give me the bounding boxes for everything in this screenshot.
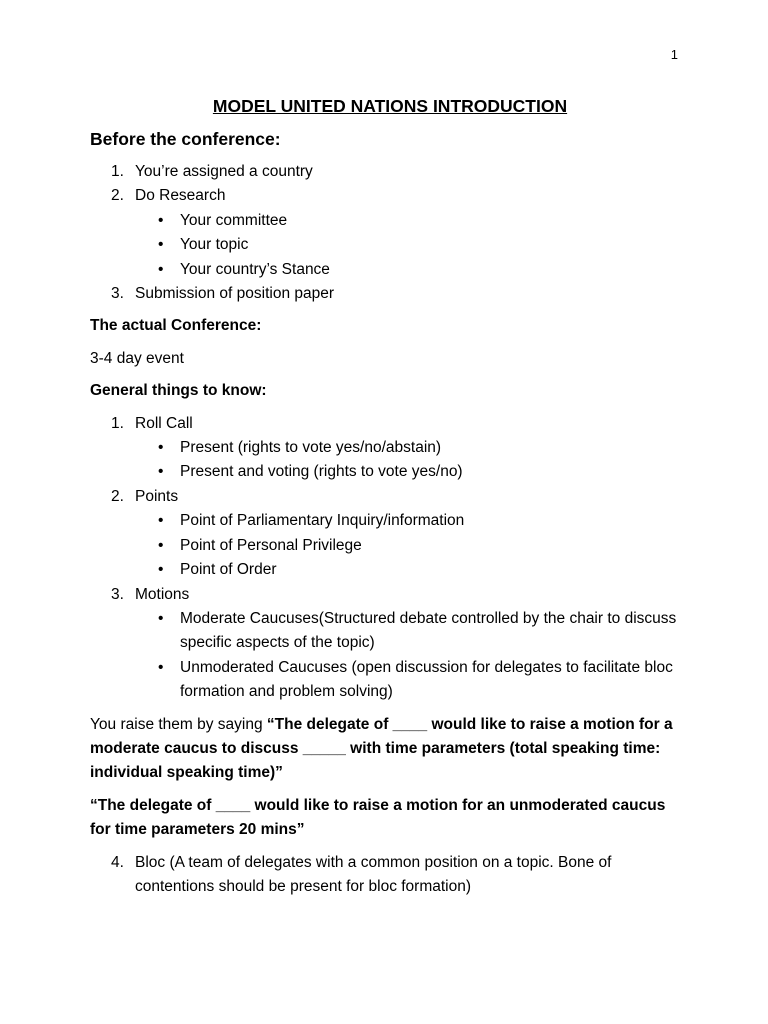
sub-list-item-text: Your committee bbox=[180, 211, 288, 229]
list-number: 3. bbox=[111, 585, 124, 603]
sub-list-item-text: Point of Order bbox=[180, 561, 277, 579]
sub-list-item-text: Present and voting (rights to vote yes/no) bbox=[180, 463, 463, 481]
bullet-icon: • bbox=[158, 561, 164, 579]
document-title: MODEL UNITED NATIONS INTRODUCTION bbox=[212, 96, 568, 116]
list-item bbox=[90, 485, 690, 583]
bullet-icon: • bbox=[158, 211, 164, 229]
list-item-text: Motions bbox=[135, 585, 190, 603]
moderated-motion-quote: “The delegate of ____ would like to raise a motion for a moderate caucus to discuss _____ with time parameters (total speaking time: individual speaking time)” bbox=[90, 715, 673, 782]
list-item bbox=[90, 412, 690, 485]
list-item bbox=[90, 184, 690, 282]
list-item-text: Bloc (A team of delegates with a common position on a topic. Bone of contentions should be present for bloc formation) bbox=[135, 853, 612, 895]
bloc-list bbox=[90, 851, 690, 900]
list-item bbox=[90, 282, 690, 306]
unmoderated-motion-quote: “The delegate of ____ would like to raise a motion for an unmoderated caucus for time parameters 20 mins” bbox=[90, 796, 666, 839]
sub-list-item-text: Moderate Caucuses(Structured debate controlled by the chair to discuss specific aspects of the topic) bbox=[180, 609, 677, 652]
sub-list-item bbox=[135, 258, 690, 282]
sub-list-item bbox=[135, 233, 690, 257]
sub-list bbox=[135, 509, 690, 582]
bullet-icon: • bbox=[158, 512, 164, 530]
conference-duration: 3-4 day event bbox=[90, 349, 184, 367]
sub-list-item bbox=[135, 656, 690, 705]
unmoderated-motion-paragraph bbox=[90, 794, 690, 843]
general-things-heading: General things to know: bbox=[90, 382, 267, 400]
sub-list-item-text: Point of Parliamentary Inquiry/information bbox=[180, 512, 465, 530]
before-conference-heading: Before the conference: bbox=[90, 129, 281, 149]
bullet-icon: • bbox=[158, 260, 164, 278]
sub-list-item bbox=[135, 436, 690, 460]
list-number: 2. bbox=[111, 487, 124, 505]
bullet-icon: • bbox=[158, 658, 164, 676]
page-number: 1 bbox=[670, 47, 678, 62]
sub-list-item bbox=[135, 509, 690, 533]
list-number: 1. bbox=[111, 414, 124, 432]
list-item-text: Do Research bbox=[135, 187, 226, 205]
list-item-bloc bbox=[90, 851, 690, 900]
sub-list-item-text: Present (rights to vote yes/no/abstain) bbox=[180, 439, 442, 457]
sub-list-item bbox=[135, 534, 690, 558]
actual-conference-heading: The actual Conference: bbox=[90, 317, 262, 335]
list-item-text: Points bbox=[135, 487, 179, 505]
bullet-icon: • bbox=[158, 463, 164, 481]
list-number: 3. bbox=[111, 285, 124, 303]
list-number: 2. bbox=[111, 187, 124, 205]
sub-list-item-text: Point of Personal Privilege bbox=[180, 536, 362, 554]
list-item-text: You’re assigned a country bbox=[135, 163, 313, 180]
list-item bbox=[90, 583, 690, 705]
bullet-icon: • bbox=[158, 439, 164, 457]
sub-list-item-text: Your topic bbox=[180, 236, 249, 254]
sub-list-item bbox=[135, 607, 690, 656]
list-item-text: Submission of position paper bbox=[135, 285, 335, 303]
list-number: 1. bbox=[111, 163, 124, 180]
sub-list-item-text: Unmoderated Caucuses (open discussion for delegates to facilitate bloc formation and problem solving) bbox=[180, 658, 673, 701]
bullet-icon: • bbox=[158, 609, 164, 627]
document-body bbox=[90, 94, 690, 907]
bullet-icon: • bbox=[158, 236, 164, 254]
raise-intro: You raise them by saying bbox=[90, 715, 267, 733]
sub-list bbox=[135, 436, 690, 485]
raise-instructions bbox=[90, 713, 690, 786]
sub-list bbox=[135, 209, 690, 282]
list-number: 4. bbox=[111, 853, 124, 871]
sub-list-item-text: Your country’s Stance bbox=[180, 260, 330, 278]
sub-list-item bbox=[135, 558, 690, 582]
sub-list-item bbox=[135, 460, 690, 484]
list-item bbox=[90, 160, 690, 184]
bullet-icon: • bbox=[158, 536, 164, 554]
general-things-list bbox=[90, 412, 690, 705]
sub-list bbox=[135, 607, 690, 705]
before-conference-list bbox=[90, 160, 690, 306]
sub-list-item bbox=[135, 209, 690, 233]
list-item-text: Roll Call bbox=[135, 414, 193, 432]
